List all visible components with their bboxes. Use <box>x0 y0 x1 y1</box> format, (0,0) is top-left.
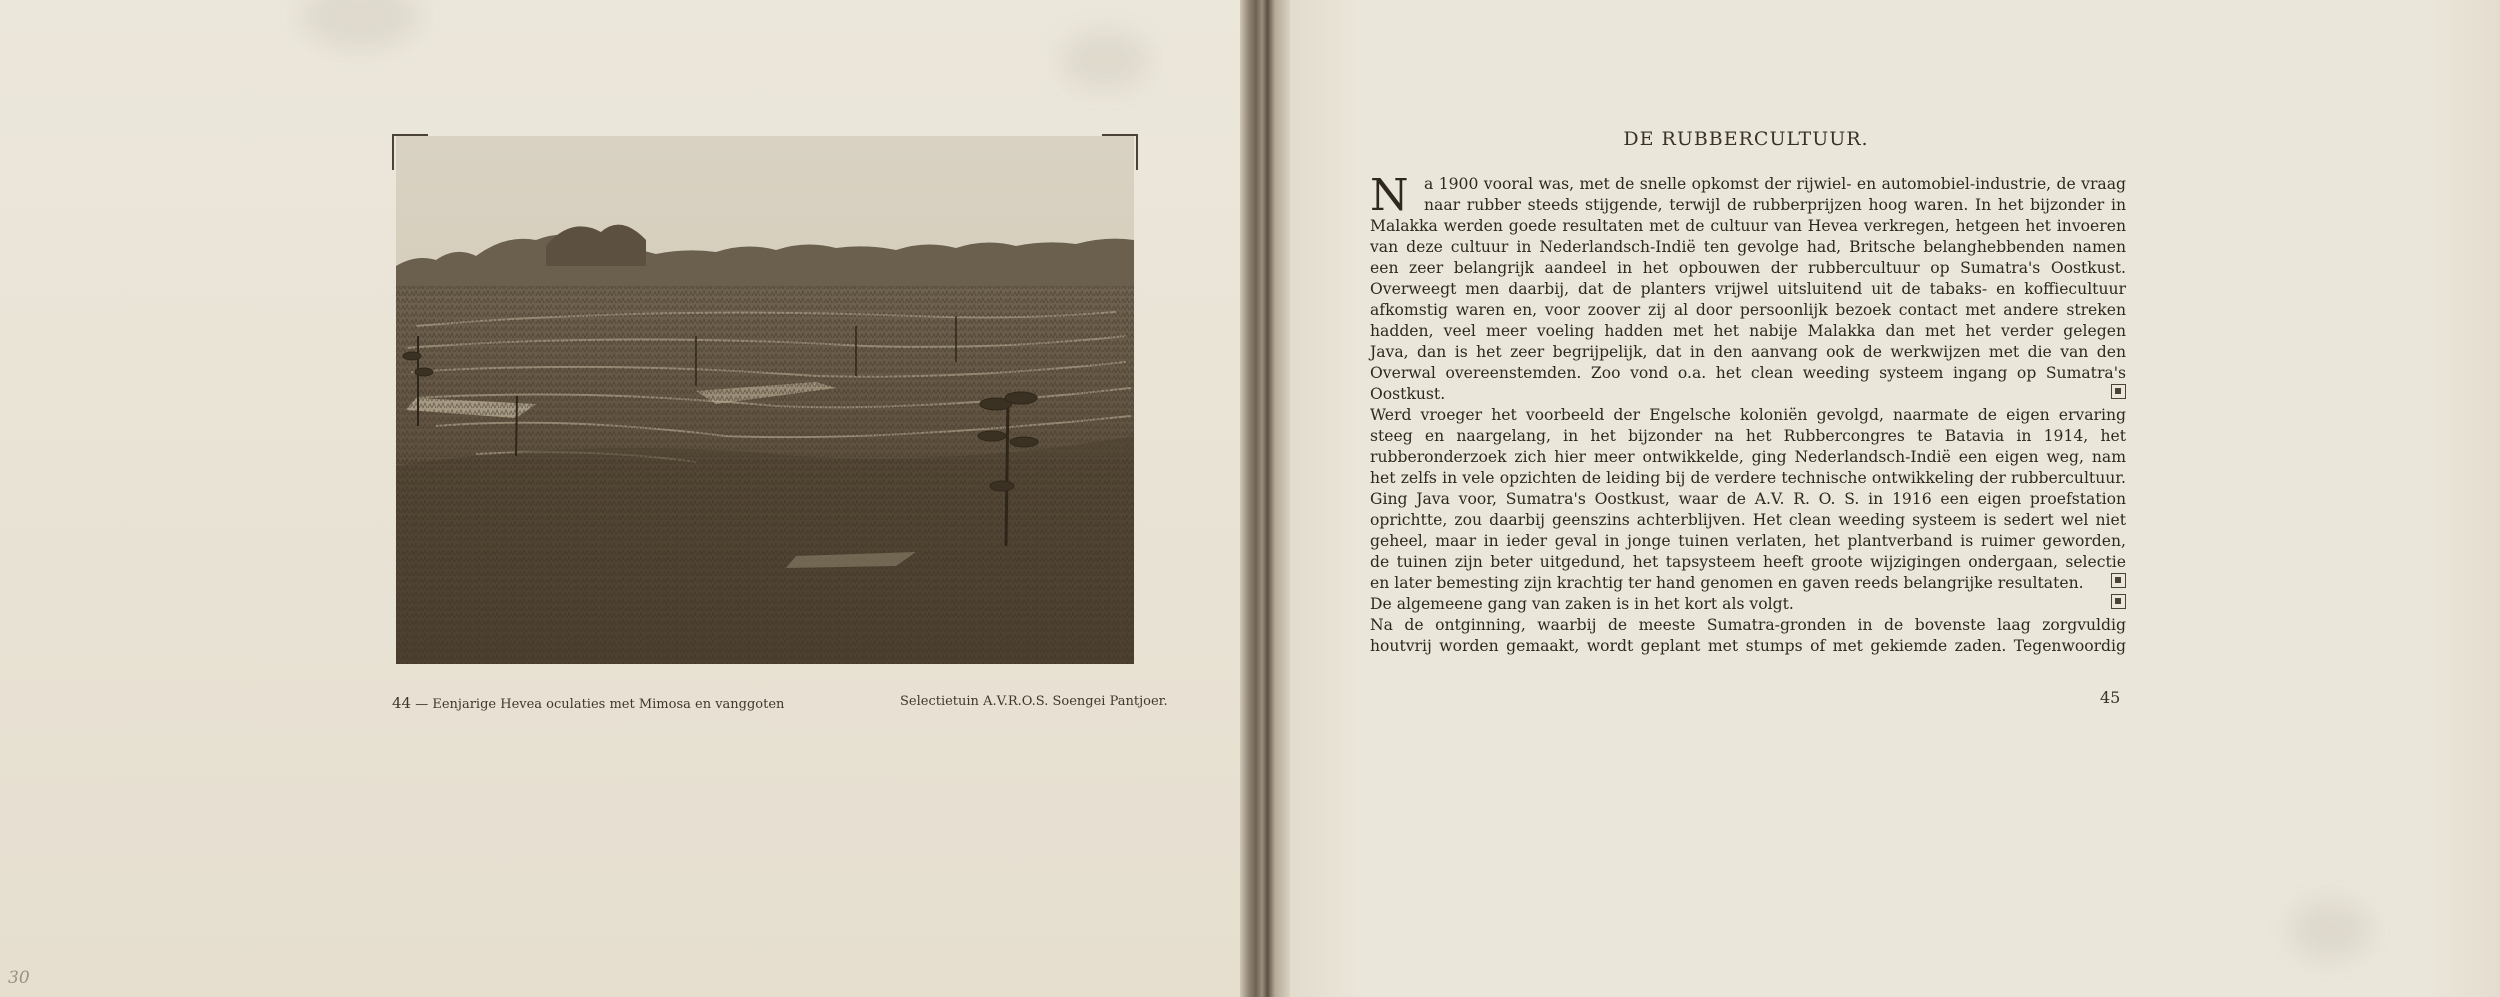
caption-location: Selectietuin A.V.R.O.S. Soengei Pantjoer. <box>900 694 1168 709</box>
text-line: Overweegt men daarbij, dat de planters vrijwel uitsluitend uit de tabaks- en koffiecultuur <box>1370 280 2126 298</box>
page-number: 45 <box>2100 688 2121 707</box>
text-line: van deze cultuur in Nederlandsch-Indië ten gevolge had, Britsche belanghebbenden namen <box>1370 238 2126 256</box>
text-line <box>1370 594 2126 615</box>
text-line: Werd vroeger het voorbeeld der Engelsche koloniën gevolgd, naarmate de eigen ervaring <box>1370 406 2126 424</box>
text-line: oprichtte, zou daarbij geenszins achterblijven. Het clean weeding systeem is sedert wel niet <box>1370 511 2126 529</box>
text-line-content: en later bemesting zijn krachtig ter hand genomen en gaven reeds belangrijke resultaten. <box>1370 574 2084 592</box>
text-line-content: De algemeene gang van zaken is in het kort als volgt. <box>1370 595 1794 613</box>
text-line: Ging Java voor, Sumatra's Oostkust, waar de A.V. R. O. S. in 1916 een eigen proefstation <box>1370 490 2126 508</box>
caption-dash: — <box>415 697 429 712</box>
stain <box>1060 30 1150 90</box>
book-gutter <box>1240 0 1290 997</box>
text-line <box>1370 384 2126 405</box>
text-line: geheel, maar in ieder geval in jonge tuinen verlaten, het plantverband is ruimer geworden, <box>1370 532 2126 550</box>
stain <box>300 0 420 50</box>
plantation-photo <box>396 136 1134 664</box>
section-ornament-icon <box>2111 573 2126 588</box>
text-line: het zelfs in vele opzichten de leiding bij de verdere technische ontwikkeling der rubbercultuur. <box>1370 469 2126 487</box>
photo-frame <box>392 134 1138 668</box>
stain <box>2290 900 2370 960</box>
pencil-page-number: 30 <box>8 968 30 988</box>
text-line-content: Oostkust. <box>1370 385 1446 403</box>
body-text <box>1370 170 2126 657</box>
drop-cap: N <box>1370 170 1409 221</box>
photo-caption <box>392 694 784 712</box>
section-ornament-icon <box>2111 384 2126 399</box>
text-line: naar rubber steeds stijgende, terwijl de rubberprijzen hoog waren. In het bijzonder in <box>1424 196 2126 214</box>
text-line: a 1900 vooral was, met de snelle opkomst der rijwiel- en automobiel-industrie, de vraag <box>1424 175 2126 193</box>
text-line: steeg en naargelang, in het bijzonder na het Rubbercongres te Batavia in 1914, het <box>1370 427 2126 445</box>
page-heading: DE RUBBERCULTUUR. <box>1623 128 1869 150</box>
section-ornament-icon <box>2111 594 2126 609</box>
text-line: Na de ontginning, waarbij de meeste Sumatra-gronden in de bovenste laag zorgvuldig <box>1370 616 2126 634</box>
text-line: houtvrij worden gemaakt, wordt geplant met stumps of met gekiemde zaden. Tegenwoordig <box>1370 637 2126 655</box>
plantation-photo-image <box>396 136 1134 664</box>
text-line: afkomstig waren en, voor zoover zij al door persoonlijk bezoek contact met andere streken <box>1370 301 2126 319</box>
caption-text: Eenjarige Hevea oculaties met Mimosa en vanggoten <box>432 697 785 712</box>
text-line: Java, dan is het zeer begrijpelijk, dat in den aanvang ook de werkwijzen met die van den <box>1370 343 2126 361</box>
text-line: een zeer belangrijk aandeel in het opbouwen der rubbercultuur op Sumatra's Oostkust. <box>1370 259 2126 277</box>
text-line <box>1370 573 2126 594</box>
left-page <box>0 0 1240 997</box>
text-line: Overwal overeenstemden. Zoo vond o.a. het clean weeding systeem ingang op Sumatra's <box>1370 364 2126 382</box>
figure-number: 44 <box>392 694 412 712</box>
text-line: rubberonderzoek zich hier meer ontwikkelde, ging Nederlandsch-Indië een eigen weg, nam <box>1370 448 2126 466</box>
text-line: Malakka werden goede resultaten met de cultuur van Hevea verkregen, hetgeen het invoeren <box>1370 217 2126 235</box>
text-line: de tuinen zijn beter uitgedund, het tapsysteem heeft groote wijzigingen ondergaan, selectie <box>1370 553 2126 571</box>
text-line: hadden, veel meer voeling hadden met het nabije Malakka dan met het verder gelegen <box>1370 322 2126 340</box>
